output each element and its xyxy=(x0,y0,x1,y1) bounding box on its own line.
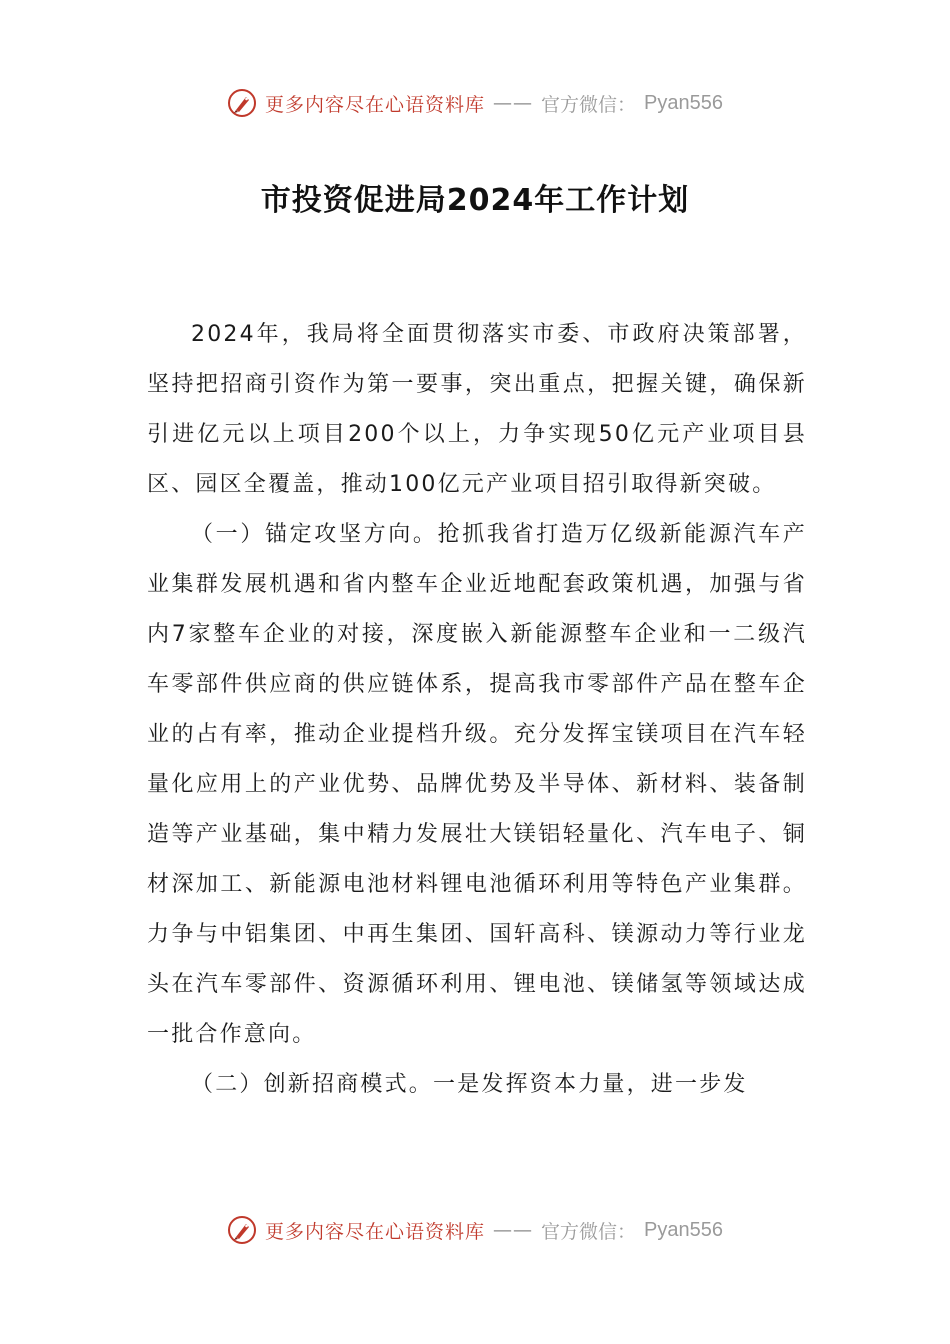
watermark-contact-label: 官方微信： xyxy=(541,93,637,116)
paragraph-section-1: （一）锚定攻坚方向。抢抓我省打造万亿级新能源汽车产业集群发展机遇和省内整车企业近地配套政策机遇，加强与省内7家整车企业的对接，深度嵌入新能源整车企业和一二级汽车零部件供应商的供应链体系，提高我市零部件产品在整车企业的占有率，推动企业提档升级。充分发挥宝镁项目在汽车轻量化应用上的产业优势、品牌优势及半导体、新材料、装备制造等产业基础，集中精力发展壮大镁铝轻量化、汽车电子、铜材深加工、新能源电池材料锂电池循环利用等特色产业集群。力争与中铝集团、中再生集团、国轩高科、镁源动力等行业龙头在汽车零部件、资源循环利用、锂电池、镁储氢等领域达成一批合作意向。 xyxy=(147,522,807,1047)
watermark-footer xyxy=(0,1210,950,1250)
document-body xyxy=(147,310,807,1110)
pen-nib-logo-icon xyxy=(227,1215,257,1245)
watermark-text: 更多内容尽在心语资料库 xyxy=(265,93,486,116)
paragraph-section-2: （二）创新招商模式。一是发挥资本力量，进一步发 xyxy=(191,1072,748,1097)
watermark-contact-label: 官方微信： xyxy=(541,1220,637,1243)
page-title: 市投资促进局2024年工作计划 xyxy=(260,183,690,218)
watermark-separator: —— xyxy=(493,1219,534,1241)
watermark-text: 更多内容尽在心语资料库 xyxy=(265,1220,486,1243)
pen-nib-logo-icon xyxy=(227,88,257,118)
paragraph-intro: 2024年，我局将全面贯彻落实市委、市政府决策部署，坚持把招商引资作为第一要事，突出重点，把握关键，确保新引进亿元以上项目200个以上，力争实现50亿元产业项目县区、园区全覆盖，推动100亿元产业项目招引取得新突破。 xyxy=(147,322,807,497)
watermark-contact-id: Pyan556 xyxy=(644,91,723,114)
watermark-contact-id: Pyan556 xyxy=(644,1218,723,1241)
watermark-header xyxy=(0,83,950,123)
watermark-separator: —— xyxy=(493,92,534,114)
